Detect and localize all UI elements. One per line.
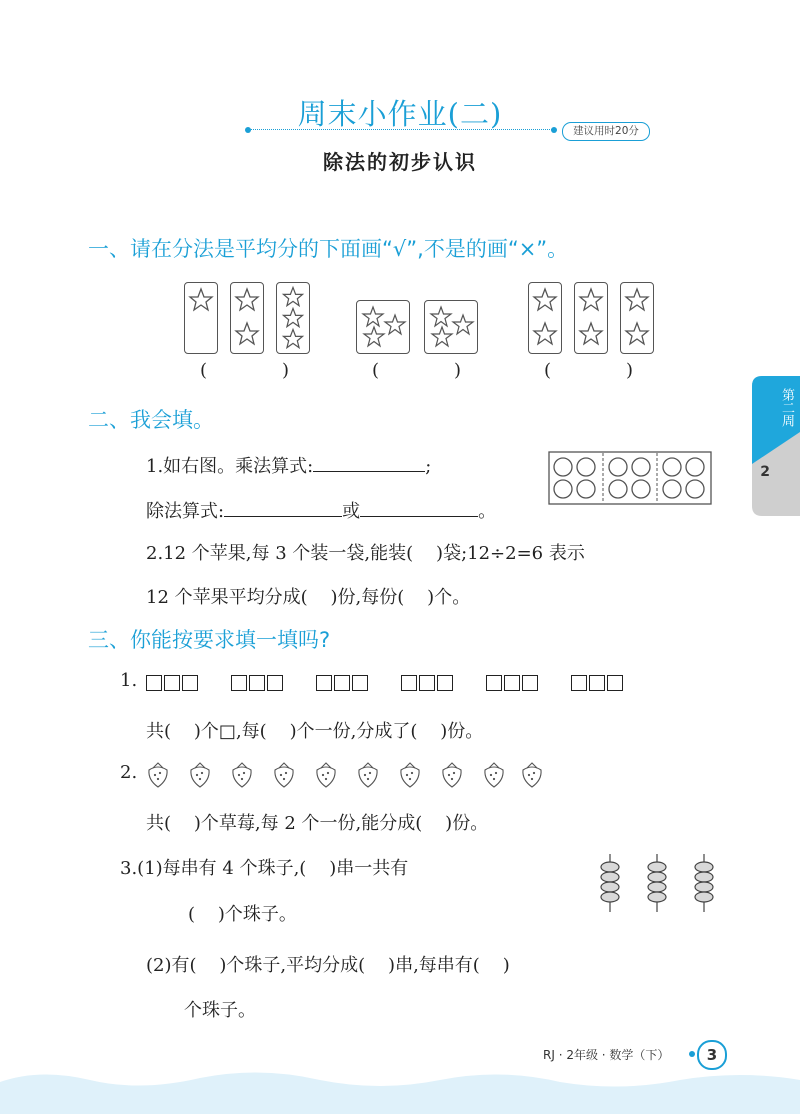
q3-2-number: 2. (120, 762, 138, 783)
title-rule (248, 129, 554, 130)
square (352, 675, 368, 691)
card (574, 282, 608, 354)
square (522, 675, 538, 691)
star-icon (425, 301, 477, 353)
square (249, 675, 265, 691)
square (504, 675, 520, 691)
blank-division-2[interactable] (360, 498, 478, 517)
square (231, 675, 247, 691)
star-icon (277, 326, 309, 352)
star-icon (621, 319, 653, 349)
rule-dot-right (551, 127, 557, 133)
q3-1-text: 共( )个□,每( )个一份,分成了( )份。 (146, 721, 484, 742)
footer-info: RJ · 2年级 · 数学（下） (543, 1048, 670, 1062)
card (184, 282, 218, 354)
square (607, 675, 623, 691)
page-number: 3 (697, 1040, 727, 1070)
square (164, 675, 180, 691)
side-tab-number: 2 (760, 464, 770, 480)
footer-wave (0, 1062, 800, 1114)
answer-paren-close: ) (282, 360, 290, 381)
q3-1-number: 1. (120, 670, 138, 691)
q2-2-line2: 12 个苹果平均分成( )份,每份( )个。 (146, 587, 471, 608)
square (316, 675, 332, 691)
q2-1-line2 (146, 497, 496, 523)
star-icon (231, 319, 263, 349)
q3-2-text: 共( )个草莓,每 2 个一份,能分成( )份。 (146, 813, 489, 834)
strawberries-row (146, 760, 546, 790)
section3-heading: 三、你能按要求填一填吗? (88, 628, 331, 652)
star-icon (357, 301, 409, 353)
answer-paren[interactable]: ( (544, 360, 552, 381)
q3-3-line1: 3.(1)每串有 4 个珠子,( )串一共有 (120, 858, 409, 879)
bead-skewers-figure (594, 852, 724, 914)
card (424, 300, 478, 354)
page-title: 周末小作业(二) (297, 97, 503, 131)
q2-2-line1: 2.12 个苹果,每 3 个装一袋,能装( )袋;12÷2=6 表示 (146, 543, 585, 564)
answer-paren[interactable]: ( (372, 360, 380, 381)
q2-1-or: 或 (342, 501, 361, 522)
q3-3-line3: (2)有( )个珠子,平均分成( )串,每串有( ) (146, 955, 510, 976)
card (620, 282, 654, 354)
square (334, 675, 350, 691)
q3-3-line2: ( )个珠子。 (188, 904, 297, 925)
square (182, 675, 198, 691)
star-icon (575, 285, 607, 315)
q2-1-period: 。 (478, 501, 497, 522)
square (437, 675, 453, 691)
side-tab-label: 第二周 (779, 388, 794, 427)
page-subtitle: 除法的初步认识 (323, 150, 477, 174)
q3-3-line4: 个珠子。 (184, 1000, 256, 1021)
card (230, 282, 264, 354)
circles-figure (548, 451, 712, 505)
q2-1-label: 1.如右图。乘法算式: (146, 456, 314, 477)
star-icon (529, 285, 561, 315)
time-badge: 建议用时20分 (562, 122, 650, 141)
star-icon (231, 285, 263, 315)
square (419, 675, 435, 691)
star-icon (529, 319, 561, 349)
squares-row (146, 672, 625, 691)
answer-paren[interactable]: ( (200, 360, 208, 381)
blank-multiplication[interactable] (313, 453, 425, 472)
q2-1-line1 (146, 452, 431, 478)
square (146, 675, 162, 691)
star-icon (185, 285, 217, 315)
section2-heading: 二、我会填。 (88, 408, 214, 432)
star-icon (621, 285, 653, 315)
square (401, 675, 417, 691)
card (528, 282, 562, 354)
footer-dot (689, 1051, 695, 1057)
star-icon (575, 319, 607, 349)
section1-heading: 一、请在分法是平均分的下面画“√”,不是的画“×”。 (88, 237, 569, 261)
card (276, 282, 310, 354)
card (356, 300, 410, 354)
square (486, 675, 502, 691)
square (571, 675, 587, 691)
rule-dot-left (245, 127, 251, 133)
blank-division-1[interactable] (224, 498, 342, 517)
square (267, 675, 283, 691)
square (589, 675, 605, 691)
answer-paren-close: ) (626, 360, 634, 381)
q2-1-end: ; (425, 456, 432, 477)
q2-1-division-label: 除法算式: (146, 501, 225, 522)
answer-paren-close: ) (454, 360, 462, 381)
